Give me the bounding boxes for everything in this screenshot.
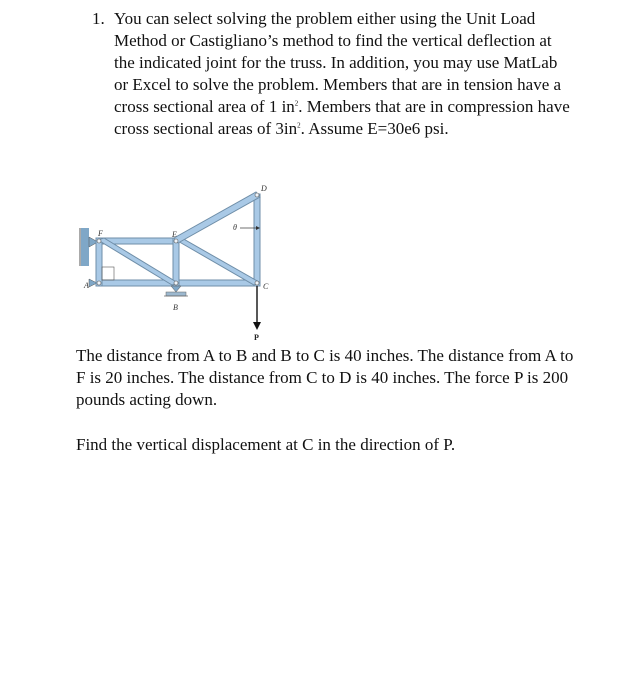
- joint-a: [97, 281, 101, 285]
- joint-c: [255, 281, 259, 285]
- member-cd: [254, 194, 260, 286]
- ground-b: [166, 292, 186, 296]
- wall-support: [81, 228, 89, 266]
- label-b: B: [173, 303, 178, 312]
- joint-d: [255, 193, 259, 197]
- problem-text-part-1: You can select solving the problem either using the Unit Load Method or Castigliano’s method to find the vertical deflection at the indicated joint for the truss. In addition, you may use MatLab or Excel to solve the problem. Members that are in tension have a cross sectional area of 1 in: [114, 9, 562, 116]
- distances-paragraph: The distance from A to B and B to C is 40 inches. The distance from A to F is 20 inches. The distance from C to D is 40 inches. The force P is 200 pounds acting down.: [76, 346, 574, 409]
- problem-number: 1.: [92, 9, 105, 28]
- member-be: [173, 238, 179, 286]
- member-ec: [176, 237, 259, 285]
- joint-b: [174, 281, 178, 285]
- label-e: E: [172, 230, 177, 239]
- member-af: [96, 238, 102, 286]
- roller-support-b: [171, 286, 181, 292]
- joint-e: [174, 239, 178, 243]
- problem-text-part-3: . Assume E=30e6 psi.: [300, 119, 449, 138]
- problem-statement: [92, 8, 572, 140]
- label-d: D: [261, 184, 267, 193]
- problem-text: [114, 8, 572, 140]
- area-exponent-compression: 2: [297, 121, 301, 130]
- member-fb: [98, 238, 178, 285]
- corner-mark: [102, 267, 114, 280]
- label-theta: θ: [233, 223, 237, 232]
- label-a: A: [84, 281, 89, 290]
- load-arrow-head: [253, 322, 261, 330]
- label-c: C: [263, 282, 269, 291]
- label-f: F: [98, 229, 103, 238]
- problem-text-part-2: . Members that are in compression have cross sectional areas of 3in: [114, 97, 570, 138]
- member-ed: [174, 192, 260, 243]
- task-paragraph: Find the vertical displacement at C in the direction of P.: [76, 435, 456, 454]
- truss-figure: [76, 182, 276, 342]
- truss-diagram: [76, 182, 276, 342]
- joint-f: [97, 239, 101, 243]
- area-exponent-tension: 2: [294, 99, 299, 108]
- label-p: P: [254, 333, 259, 342]
